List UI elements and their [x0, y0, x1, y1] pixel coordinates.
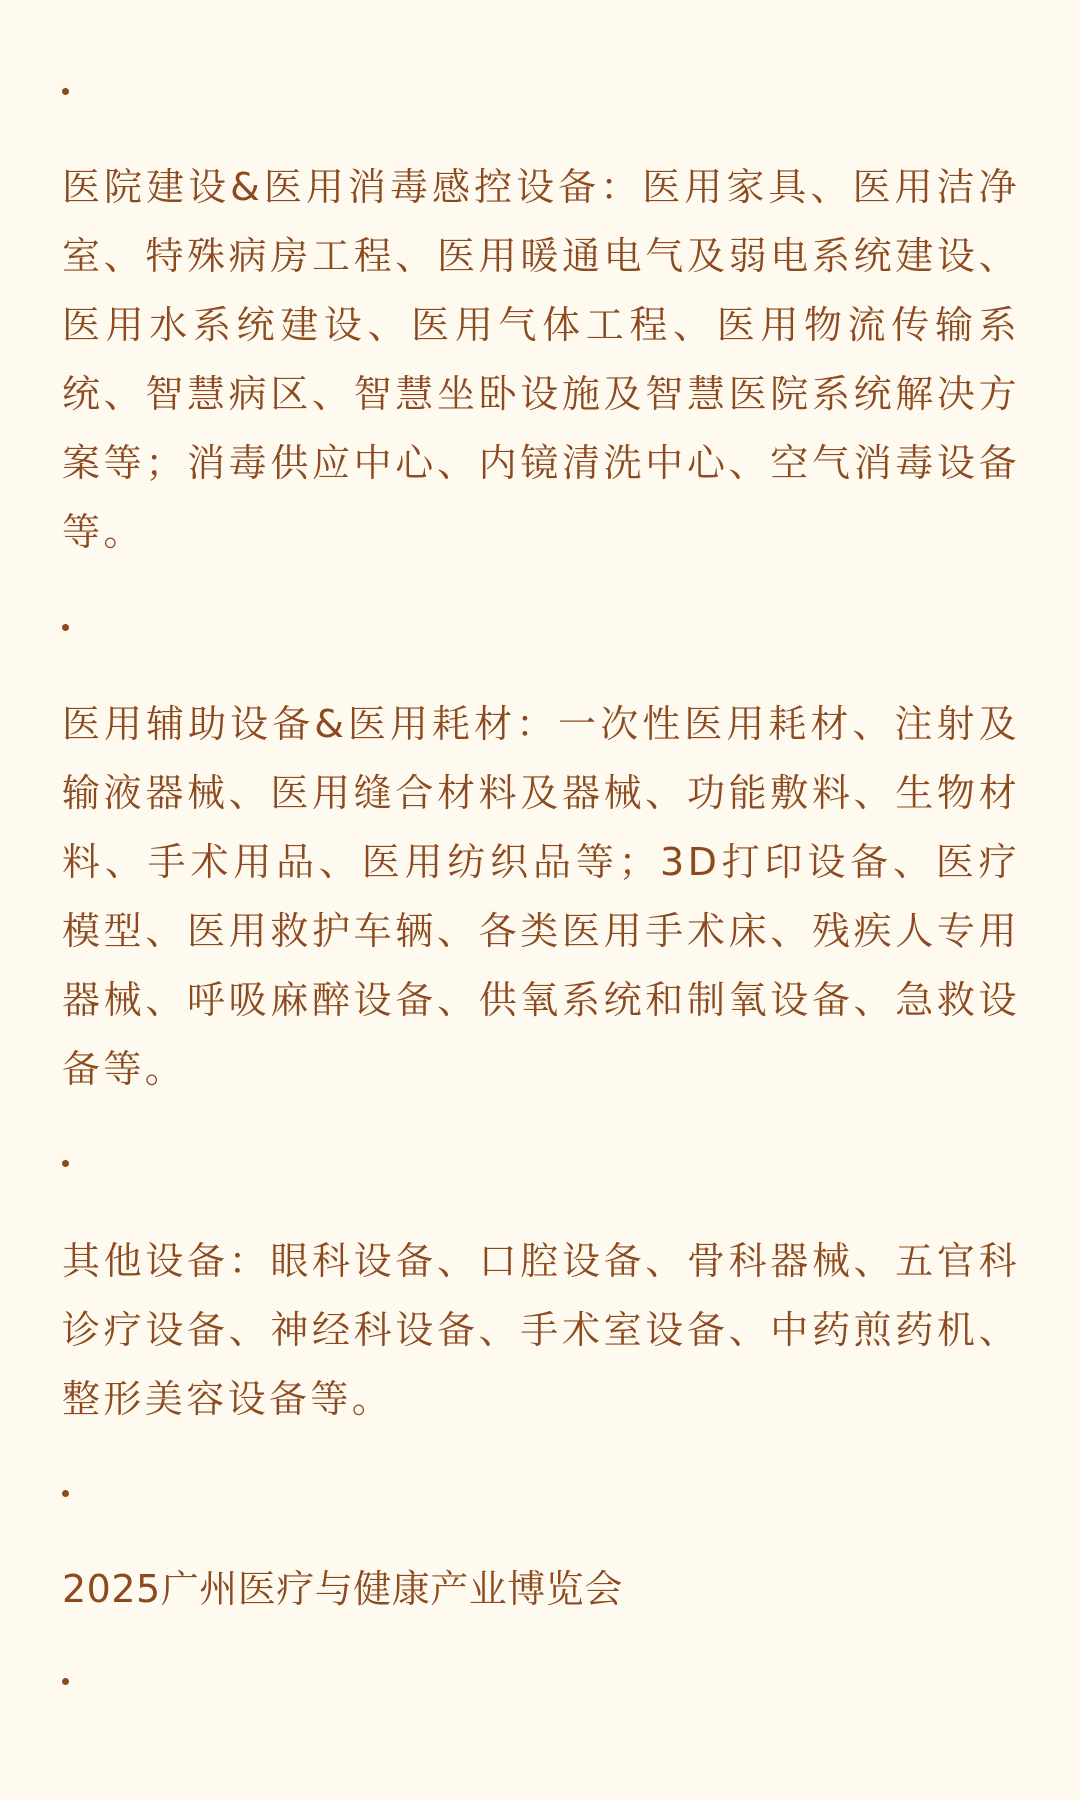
section-hospital-construction: 医院建设&医用消毒感控设备：医用家具、医用洁净室、特殊病房工程、医用暖通电气及弱电系统建设、医用水系统建设、医用气体工程、医用物流传输系统、智慧病区、智慧坐卧设施及智慧医院系统解决方案等；消毒供应中心、内镜清洗中心、空气消毒设备等。 — [62, 165, 1020, 554]
bullet-point — [62, 1678, 72, 1688]
section-auxiliary-equipment: 医用辅助设备&医用耗材：一次性医用耗材、注射及输液器械、医用缝合材料及器械、功能敷料、生物材料、手术用品、医用纺织品等；3D打印设备、医疗模型、医用救护车辆、各类医用手术床、残疾人专用器械、呼吸麻醉设备、供氧系统和制氧设备、急救设备等。 — [62, 702, 1020, 1091]
expo-title: 2025广州医疗与健康产业博览会 — [62, 1567, 623, 1611]
bullet-point — [62, 1160, 72, 1170]
bullet-point — [62, 1490, 72, 1500]
section-other-equipment: 其他设备：眼科设备、口腔设备、骨科器械、五官科诊疗设备、神经科设备、手术室设备、中药煎药机、整形美容设备等。 — [62, 1239, 1020, 1421]
bullet-point — [62, 624, 72, 634]
bullet-point — [62, 88, 72, 98]
